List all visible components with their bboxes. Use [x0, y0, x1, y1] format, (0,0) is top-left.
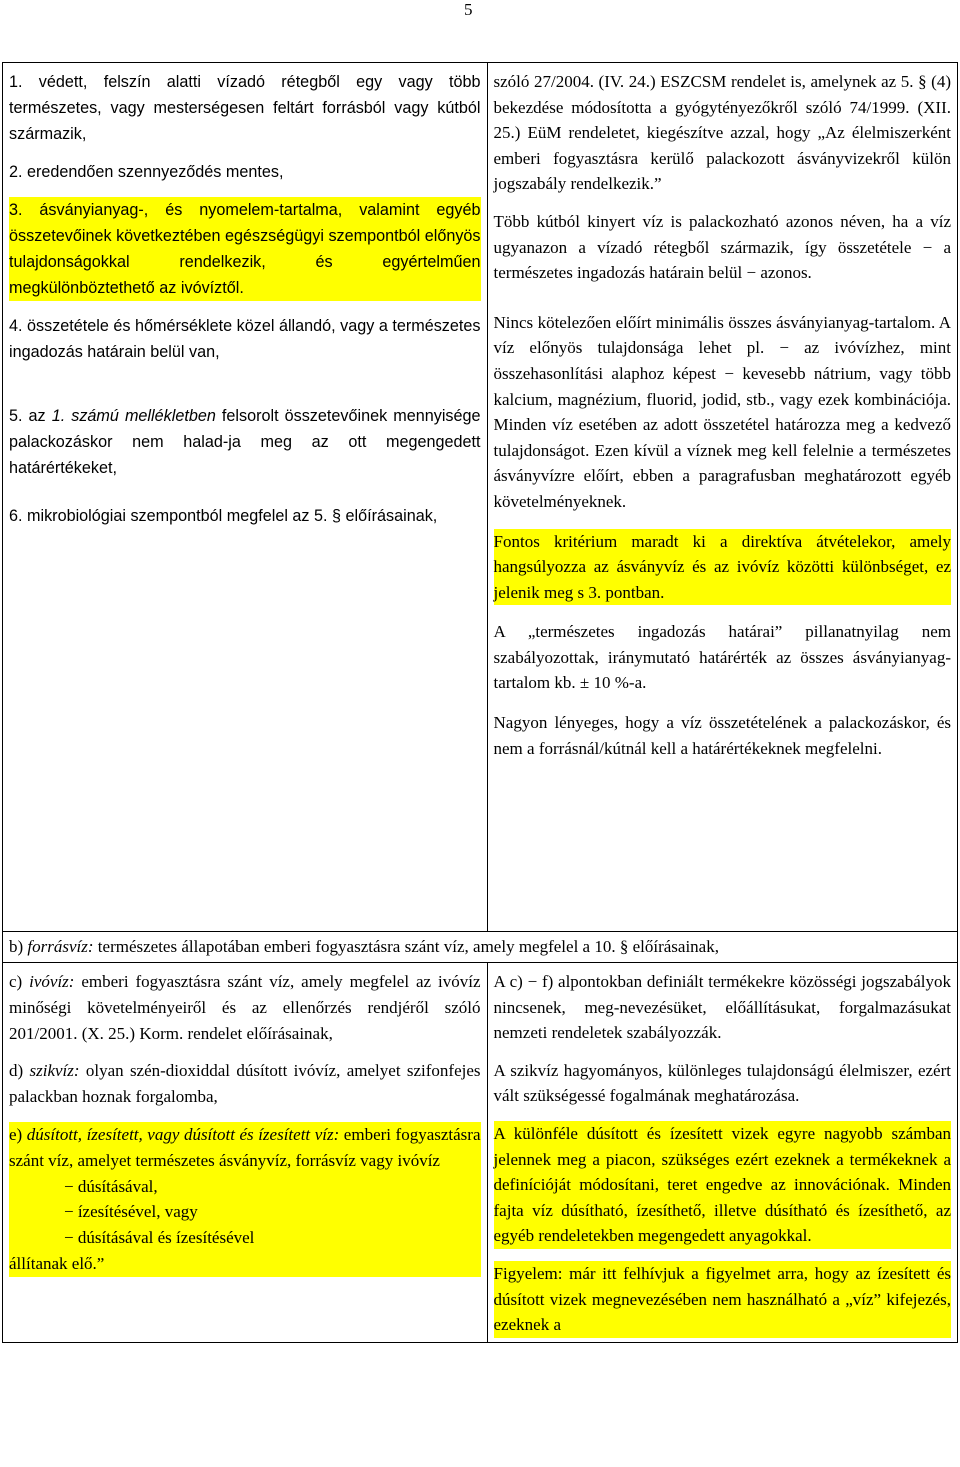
right-para-3: Nincs kötelezően előírt minimális összes ásványianyag-tartalom. A víz előnyös tulajdonsága lehet pl. − az ivóvízhez, mint összehasonlítási alaphoz képest − kevesebb nátrium, vagy több kalcium, magnézium, fluorid, jodid, stb., vagy ezek kombinációja. Minden víz esetében az adott összetétel határozza meg a kedvező tulajdonságot. Ezen kívül a víznek meg kell felelnie a természetes ásványvízre előírt, ebben a paragrafusban meghatározott egyéb követelményeknek. [493, 312, 951, 511]
right-para-2: Több kútból kinyert víz is palackozható azonos néven, ha a víz ugyanazon a vízadó rétegből származik, így összetétele − a természetes ingadozás határain belül − azonos. [493, 211, 951, 283]
right-para-1: szóló 27/2004. (IV. 24.) ESZCSM rendelet is, amelynek az 5. § (4) bekezdése módosította a gyógytényezőkről szóló 74/1999. (XII. 25.) EüM rendeletet, kiegészítve azzal, hogy „Az élelmiszerként emberi fogyasztásra kerülő palackozott ásványvizekről külön jogszabály rendelkezik.” [493, 72, 951, 194]
bottom-right-para-3-highlight: A különféle dúsított és ízesített vizek egyre nagyobb számban jelennek meg a piacon, szükséges ezért ezeknek a termékeknek a definícióját módosítani, teret engedve az innovációnak. Minden fajta víz dúsítható, ízesíthető, illetve dúsítható és ízesíthető, az egyéb rendeletekben megengedett anyagokkal. [494, 1121, 951, 1249]
row-b-cell: b) forrásvíz: természetes állapotában emberi fogyasztásra szánt víz, amely megfelel a 10. § előírásainak, [3, 932, 958, 963]
right-para-6: Nagyon lényeges, hogy a víz összetételének a palackozáskor, és nem a forrásnál/kútnál kell a határértékeknek megfelelni. [493, 713, 951, 758]
e-bullet-3: − dúsításával és ízesítésével [64, 1228, 255, 1248]
bottom-right-para-2: A szikvíz hagyományos, különleges tulajdonságú élelmiszer, ezért vált szükségessé fogalmának meghatározása. [493, 1060, 951, 1106]
item-1: 1. védett, felszín alatti vízadó rétegből egy vagy több természetes, vagy mesterségesen feltárt forrásból vagy kútból származik, [9, 73, 481, 143]
document-table [2, 62, 958, 1343]
bottom-left-cell [3, 963, 488, 1343]
item-d: d) szikvíz: olyan szén-dioxiddal dúsított ivóvíz, amelyet szifonfejes palackban hoznak forgalomba, [9, 1061, 481, 1107]
bottom-right-para-4-highlight: Figyelem: már itt felhívjuk a figyelmet arra, hogy az ízesített és dúsított vizek megnevezésében nem használható a „víz” kifejezés, ezeknek a [494, 1261, 951, 1338]
bottom-right-para-1: A c) − f) alpontokban definiált termékekre közösségi jogszabályok nincsenek, meg-nevezésüket, előállításukat, forgalmazásukat nemzeti rendeletek szabályozzák. [493, 972, 951, 1043]
item-e-end: állítanak elő.” [9, 1253, 105, 1273]
item-3-highlight: 3. ásványianyag-, és nyomelem-tartalma, valamint egyéb összetevőinek következtében egészségügyi szempontból előnyös tulajdonságokkal rendelkezik, és egyértelműen megkülönböztethető az ivóvíztől. [9, 197, 481, 301]
top-left-cell [3, 63, 488, 932]
item-4: 4. összetétele és hőmérséklete közel állandó, vagy a természetes ingadozás határain belül van, [9, 317, 481, 361]
bottom-right-cell [487, 963, 957, 1343]
e-bullet-2: − ízesítésével, vagy [64, 1202, 198, 1222]
item-5: 5. az 1. számú mellékletben felsorolt összetevőinek mennyisége palackozáskor nem halad-ja meg az ott megengedett határértékeket, [9, 407, 481, 477]
right-para-4-highlight: Fontos kritérium maradt ki a direktíva átvételekor, amely hangsúlyozza az ásványvíz és az ivóvíz közötti különbséget, ez jelenik meg s 3. pontban. [494, 529, 951, 606]
right-para-5: A „természetes ingadozás határai” pillanatnyilag nem szabályozottak, iránymutató határérték az összes ásványianyag-tartalom kb. ± 10 %-a. [493, 622, 951, 693]
row-b [3, 932, 958, 963]
e-bullet-1: − dúsításával, [64, 1176, 158, 1196]
bottom-row [3, 963, 958, 1343]
top-right-cell [487, 63, 957, 932]
item-6: 6. mikrobiológiai szempontból megfelel az 5. § előírásainak, [9, 507, 438, 525]
item-2: 2. eredendően szennyeződés mentes, [9, 163, 284, 181]
item-e-highlight [9, 1122, 481, 1277]
page-number: 5 [464, 0, 473, 19]
term-forrasviz: forrásvíz: [27, 937, 94, 956]
top-row [3, 63, 958, 932]
item-e: e) dúsított, ízesített, vagy dúsított és ízesített víz: emberi fogyasztásra szánt víz, amelyet természetes ásványvíz, forrásvíz vagy ivóvíz [9, 1124, 481, 1170]
item-c: c) ivóvíz: emberi fogyasztásra szánt víz, amely megfelel az ivóvíz minőségi követelményeiről és az ellenőrzés rendjéről szóló 201/2001. (X. 25.) Korm. rendelet előírásainak, [9, 972, 481, 1043]
